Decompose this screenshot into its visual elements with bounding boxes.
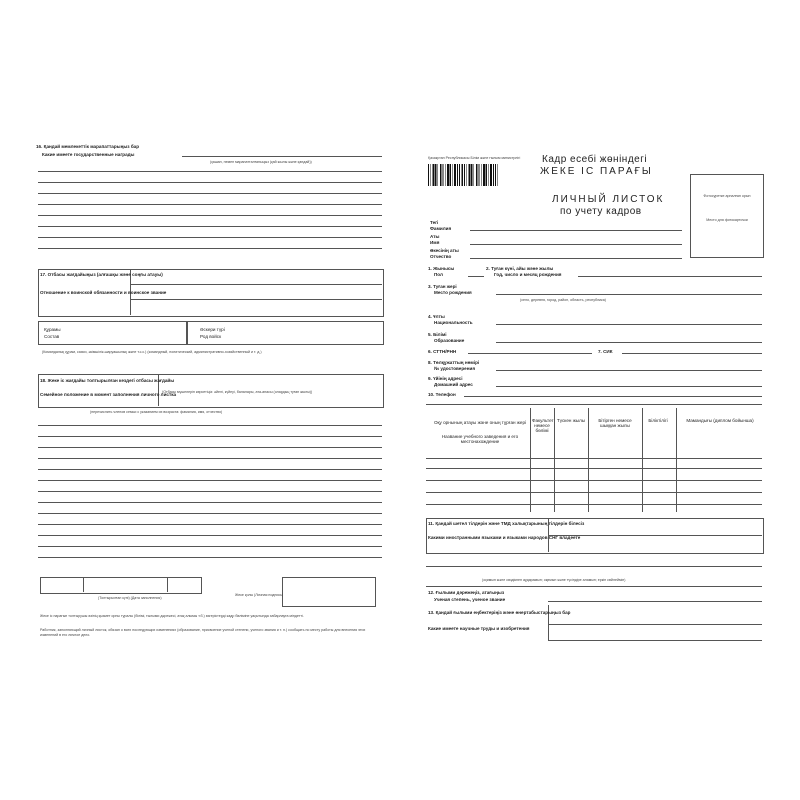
- phone-field[interactable]: [464, 396, 762, 397]
- f11-kz: 11. Қандай шетел тілдерін және ТМД халықтарының тілдерін білесіз: [428, 521, 585, 526]
- s17-field[interactable]: [130, 284, 382, 285]
- f-patr-ru: Отчество: [430, 254, 452, 259]
- f-name-kz: Аты: [430, 234, 440, 239]
- s18-line[interactable]: [38, 524, 382, 525]
- f3-ru: Место рождения: [434, 290, 472, 295]
- s16-hint: (қашан, немен марапатталғаныңыз (қай жылы және қандай)): [210, 160, 312, 164]
- edu-row-line[interactable]: [426, 480, 762, 481]
- birthdate-field[interactable]: [578, 276, 762, 277]
- header-small: Қазақстан Республикасы Білім және ғылым министрлігі: [428, 156, 521, 160]
- f10: 10. Телефон: [428, 392, 456, 397]
- s16-line[interactable]: [38, 204, 382, 205]
- f8-kz: 8. Төлқұжаттың нөмірі: [428, 360, 480, 365]
- s16-line[interactable]: [38, 193, 382, 194]
- patronymic-field[interactable]: [470, 258, 682, 259]
- s17-hint: (Командалық құрам, саяси, әкімшілік-шаруашылық және т.с.с.) (командный, политический, административно-хозяйственный и т. д.): [42, 350, 262, 354]
- languages-line[interactable]: [426, 566, 762, 567]
- barcode-icon: [428, 164, 498, 186]
- s18-line[interactable]: [38, 557, 382, 558]
- edu-col: [588, 408, 589, 512]
- s17-sub1-kz: Құрамы: [44, 327, 61, 332]
- s16-line[interactable]: [38, 226, 382, 227]
- s18-title-ru: Семейное положение в момент заполнения личного листка: [40, 392, 177, 397]
- s17-sub2-ru: Род войск: [200, 334, 222, 339]
- edu-col: [642, 408, 643, 512]
- edu-th1-kz: Оқу орнының атауы және оның тұрған жері: [433, 420, 527, 425]
- s16-line[interactable]: [38, 215, 382, 216]
- f5-kz: 5. Білімі: [428, 332, 447, 337]
- works-field[interactable]: [548, 624, 762, 625]
- edu-th5: Біліктілігі: [648, 418, 668, 423]
- s17-sub2-kz: Әскери түрі: [200, 327, 225, 332]
- sik-field[interactable]: [622, 353, 762, 354]
- f2-kz: 2. Туған күні, айы және жылы: [486, 266, 554, 271]
- s18-line[interactable]: [38, 491, 382, 492]
- degree-field[interactable]: [548, 601, 762, 602]
- edu-th6: Мамандығы (диплом бойынша): [686, 418, 754, 423]
- languages-field[interactable]: [548, 535, 762, 536]
- s18-hint2: (перечислить членов семьи с указанием их возраста: фамилия, имя, отчество): [90, 410, 223, 414]
- edu-row-line[interactable]: [426, 492, 762, 493]
- date-label: (Толтырылған күні) (Дата заполнения): [98, 596, 162, 600]
- f-name-ru: Имя: [430, 240, 440, 245]
- surname-field[interactable]: [470, 230, 682, 231]
- f1-kz: 1. Жынысы: [428, 266, 455, 271]
- edu-th2: Факультет немесе бөлімі: [532, 418, 554, 434]
- s17-field[interactable]: [130, 299, 382, 300]
- title-ru-1: ЛИЧНЫЙ ЛИСТОК: [552, 194, 665, 205]
- footer-note-kz: Жеке іс парағын толтырушы өзінің қызмет орны туралы (білімі, ғылыми дәрежесі, атақ алымы т.б.) өзгерістерді кадр бөліміне уақытында хабарлауға міндетті.: [40, 614, 304, 618]
- f6: 6. СТТН/РНН: [428, 349, 457, 354]
- edu-table-top: [426, 404, 762, 405]
- s18-line[interactable]: [38, 502, 382, 503]
- edu-th3: Түскен жылы: [556, 418, 586, 423]
- s18-line[interactable]: [38, 425, 382, 426]
- f2-ru: Год, число и месяц рождения: [494, 272, 562, 277]
- s16-line[interactable]: [38, 182, 382, 183]
- s17-sub-box[interactable]: [186, 321, 384, 345]
- date-divider: [167, 577, 168, 592]
- sex-field[interactable]: [468, 276, 484, 277]
- s17-sub-box[interactable]: [38, 321, 188, 345]
- s18-line[interactable]: [38, 469, 382, 470]
- f9-ru: Домашний адрес: [434, 382, 473, 387]
- s16-line[interactable]: [38, 171, 382, 172]
- f7: 7. СИК: [598, 349, 613, 354]
- rnn-field[interactable]: [468, 353, 592, 354]
- date-field[interactable]: [40, 577, 202, 594]
- f12-kz: 12. Ғылыми дәрежеңіз, атағыңыз: [428, 590, 505, 595]
- f13-kz: 13. Қандай ғылыми еңбектеріңіз және өнертабыстарыңыз бар: [428, 610, 571, 615]
- f-patr-kz: Әкесінің аты: [430, 248, 459, 253]
- s18-line[interactable]: [38, 513, 382, 514]
- edu-col: [530, 408, 531, 512]
- title-ru-2: по учету кадров: [560, 206, 642, 217]
- s16-field[interactable]: [182, 156, 382, 157]
- nationality-field[interactable]: [496, 324, 762, 325]
- s16-line[interactable]: [38, 237, 382, 238]
- signature-label: Жеке қолы (Личная подпись): [235, 593, 284, 597]
- edu-th4: Бітірген немесе шыққан жылы: [598, 418, 632, 429]
- photo-label-kz: Фотосуретке арналған орын: [703, 194, 751, 198]
- edu-col: [554, 408, 555, 512]
- edu-col: [676, 408, 677, 512]
- name-field[interactable]: [470, 244, 682, 245]
- birthplace-field[interactable]: [496, 294, 762, 295]
- s18-line[interactable]: [38, 535, 382, 536]
- s17-title-kz: 17. Отбасы жағдайыңыз (алғашқы және соңғы атауы): [40, 272, 163, 277]
- f4-ru: Национальность: [434, 320, 473, 325]
- passport-field[interactable]: [496, 370, 762, 371]
- footer-note-ru: Работник, заполняющий личный листок, обязан о всех последующих изменениях (образование, присвоение ученой степени, ученого звания и т. п.) сообщать по месту работы для внесения этих изменений в его личное дело.: [40, 628, 366, 638]
- s18-line[interactable]: [38, 458, 382, 459]
- address-field[interactable]: [496, 386, 762, 387]
- left-page: [30, 128, 390, 668]
- f8-ru: № удостоверения: [434, 366, 476, 371]
- f-surname-kz: Тегі: [430, 220, 439, 225]
- f12-ru: Ученая степень, ученое звание: [434, 597, 506, 602]
- f4-kz: 4. Ұлты: [428, 314, 445, 319]
- f-surname-ru: Фамилия: [430, 226, 452, 231]
- title-kz-2: ЖЕКЕ ІС ПАРАҒЫ: [540, 166, 653, 177]
- s17-title-ru: Отношение к воинской обязанности и воинское звание: [40, 290, 167, 295]
- f11-ru: Какими иностранными языками и языками народов СНГ владеете: [428, 535, 581, 540]
- edu-th1-ru: Название учебного заведения и его местонахождение: [441, 434, 519, 445]
- f12-top: [426, 586, 762, 587]
- edu-row-line[interactable]: [426, 504, 762, 505]
- signature-field[interactable]: [282, 577, 376, 607]
- f3-hint: (село, деревня, город, район, область, республика): [520, 298, 606, 302]
- f9-kz: 9. Үйінің адресі: [428, 376, 463, 381]
- s18-line[interactable]: [38, 436, 382, 437]
- title-kz-1: Кадр есебі жөніндегі: [542, 154, 648, 165]
- edu-row-line[interactable]: [426, 458, 762, 459]
- photo-label-ru: Место для фотокарточки: [706, 218, 748, 222]
- works-field[interactable]: [548, 640, 762, 641]
- s18-title-kz: 18. Жеке іс жағдайы толтырылған кездегі отбасы жағдайы: [40, 378, 175, 383]
- s18-hint: (Отбасы мүшелерін көрсетіңіз: әйелі, күйеуі, балалары, ата-анасы (олардың туған жылы)): [162, 390, 313, 394]
- f13-ru: Какие имеете научные труды и изобретения: [428, 626, 530, 631]
- photo-box[interactable]: [690, 174, 764, 258]
- f1-ru: Пол: [434, 272, 443, 277]
- s16-title-kz: 16. Қандай мемлекеттік марапаттарыңыз бар: [36, 144, 140, 149]
- f11-hint: (оқимын және сөздікпен аударамын; оқимын және түсіндіре аламын; еркін сөйлеймін): [482, 578, 626, 582]
- s16-line[interactable]: [38, 248, 382, 249]
- s17-sub1-ru: Состав: [44, 334, 60, 339]
- education-field[interactable]: [496, 342, 762, 343]
- f3-kz: 3. Туған жері: [428, 284, 457, 289]
- right-page: [410, 128, 775, 668]
- s16-title-ru: Какие имеете государственные награды: [42, 152, 135, 157]
- s18-line[interactable]: [38, 480, 382, 481]
- edu-row-line[interactable]: [426, 468, 762, 469]
- s18-line[interactable]: [38, 546, 382, 547]
- date-divider: [83, 577, 84, 592]
- f5-ru: Образование: [434, 338, 465, 343]
- s18-line[interactable]: [38, 447, 382, 448]
